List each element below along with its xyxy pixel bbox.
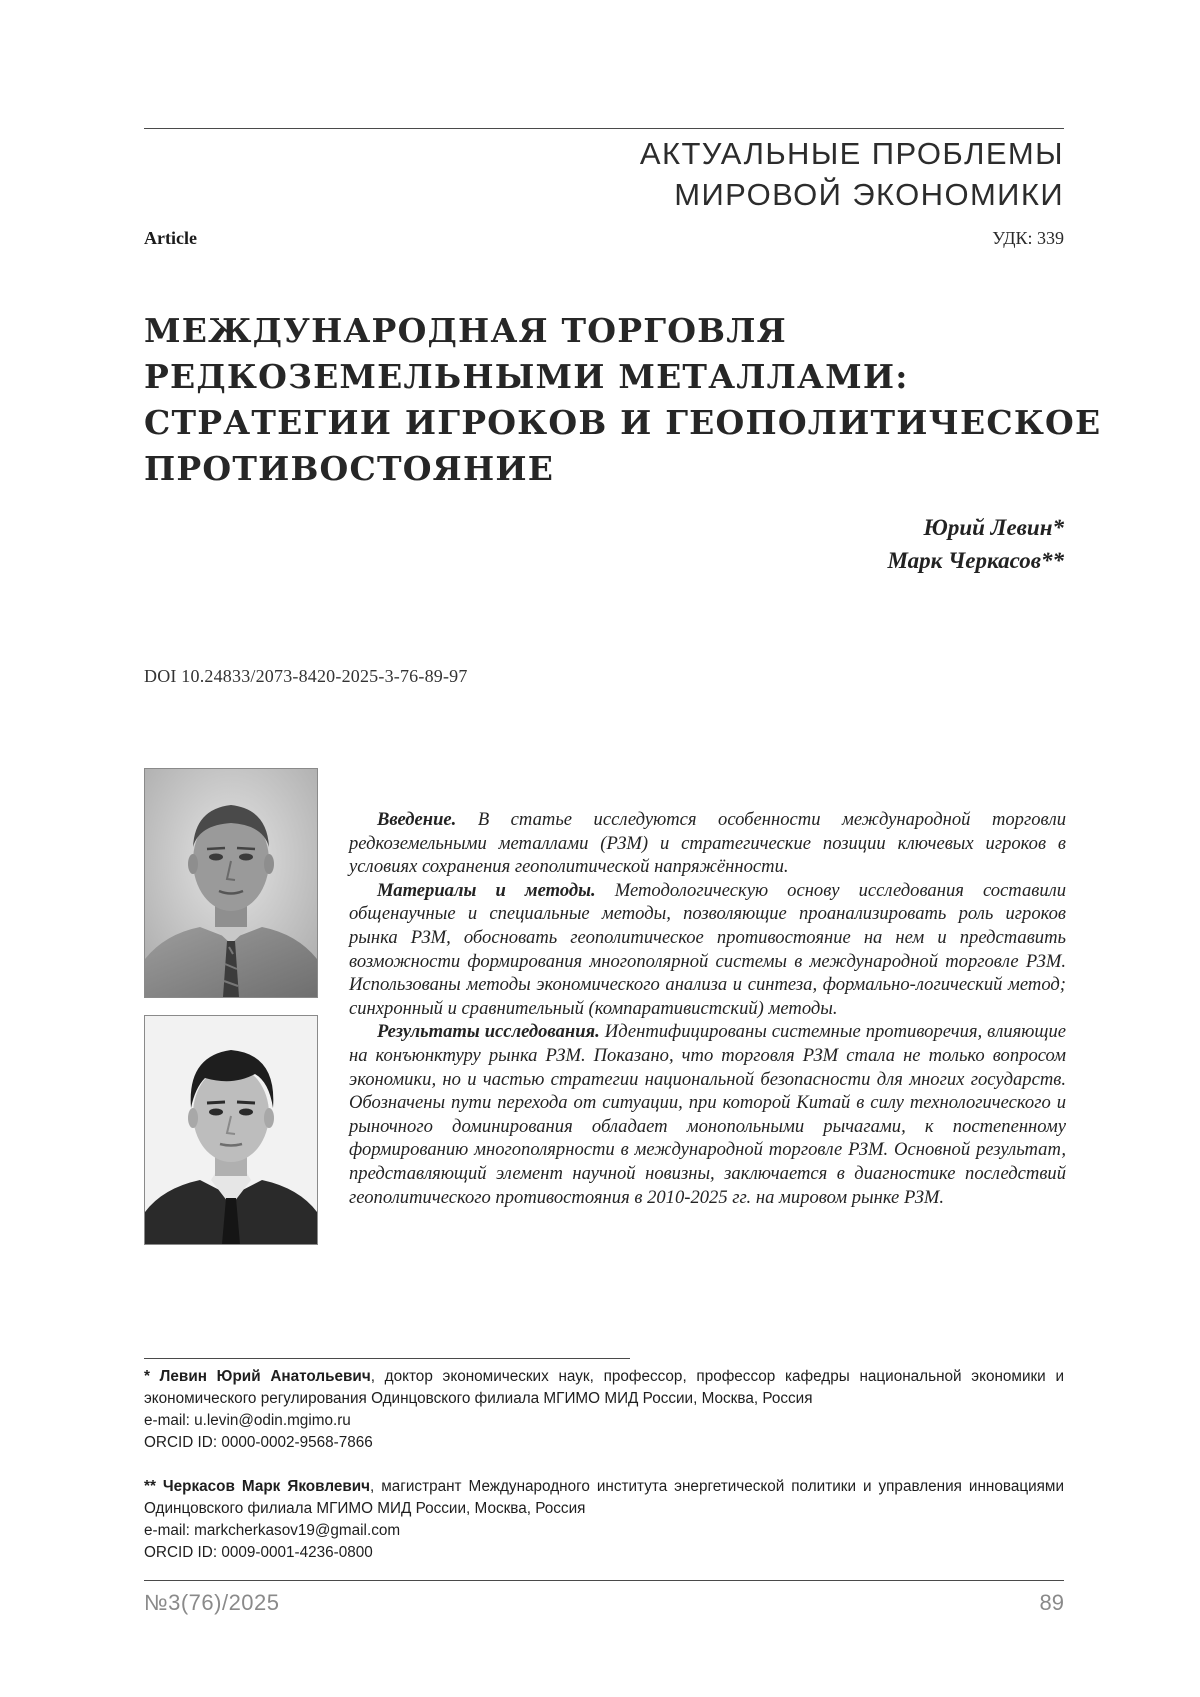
footnote-rule — [144, 1358, 630, 1359]
title-line4: ПРОТИВОСТОЯНИЕ — [144, 449, 555, 488]
author-list — [888, 511, 1064, 577]
udk-code: УДК: 339 — [992, 228, 1064, 248]
journal-title — [640, 133, 1064, 215]
title-line1: МЕЖДУНАРОДНАЯ ТОРГОВЛЯ — [144, 311, 787, 350]
article-type-label: Article — [144, 228, 197, 248]
footnote-2-affiliation — [144, 1476, 1064, 1520]
footnote-2-orcid: ORCID ID: 0009-0001-4236-0800 — [144, 1544, 373, 1561]
author-photo-levin — [144, 768, 318, 998]
footnote-1-email[interactable]: e-mail: u.levin@odin.mgimo.ru — [144, 1412, 351, 1429]
page-number: 89 — [1039, 1590, 1064, 1615]
doi: DOI 10.24833/2073-8420-2025-3-76-89-97 — [144, 666, 468, 686]
abstract-methods-text: Методологическую основу исследования составили общенаучные и специальные методы, позволяющие проанализировать роль игроков рынка РЗМ, обосновать геополитическое противостояние на нем и представить возможности формирования многополярной системы в международной торговле РЗМ. Использованы методы экономического анализа и синтеза, формально-логический метод; синхронный и сравнительный (компаративистский) методы. — [349, 879, 1067, 1019]
title-line3: СТРАТЕГИИ ИГРОКОВ И ГЕОПОЛИТИЧЕСКОЕ — [144, 403, 1102, 442]
author-2: Марк Черкасов** — [887, 548, 1064, 573]
header-rule — [144, 128, 1064, 129]
journal-title-line1: АКТУАЛЬНЫЕ ПРОБЛЕМЫ — [639, 136, 1064, 171]
abstract-intro-label: Введение. — [377, 809, 457, 830]
footnote-1-affiliation — [144, 1366, 1064, 1410]
abstract-methods-label: Материалы и методы. — [377, 879, 596, 901]
abstract-intro — [349, 808, 1066, 879]
abstract-results-label: Результаты исследования. — [377, 1021, 600, 1043]
abstract-methods — [349, 879, 1066, 1021]
footnote-1-text: , доктор экономических наук, профессор, профессор кафедры национальной экономики и экономического регулирования Одинцовского филиала МГИМО МИД России, Москва, Россия — [144, 1368, 1064, 1407]
article-title — [144, 308, 1102, 492]
abstract-results — [349, 1020, 1066, 1209]
author-1: Юрий Левин* — [923, 515, 1064, 540]
footer-rule — [144, 1580, 1064, 1581]
journal-title-line2: МИРОВОЙ ЭКОНОМИКИ — [674, 177, 1064, 212]
footnote-1-orcid: ORCID ID: 0000-0002-9568-7866 — [144, 1434, 373, 1451]
footnote-2-text: , магистрант Международного института энергетической политики и управления инновациями Одинцовского филиала МГИМО МИД России, Москва, Россия — [144, 1478, 1064, 1517]
abstract-results-text: Идентифицированы системные противоречия, влияющие на конъюнктуру рынка РЗМ. Показано, что торговля РЗМ стала не только вопросом экономики, но и частью стратегии национальной безопасности для многих государств. Обозначены пути перехода от ситуации, при которой Китай в силу технологического и рыночного доминирования обладает монопольными рычагами, к постепенному формированию многополярности в международной торговле РЗМ. Основной результат, представляющий элемент научной новизны, заключается в диагностике последствий геополитического противостояния в 2010-2025 гг. на мировом рынке РЗМ. — [349, 1021, 1066, 1208]
abstract — [349, 808, 1066, 1209]
footnote-2-name: ** Черкасов Марк Яковлевич — [144, 1478, 371, 1495]
footnotes — [144, 1366, 1064, 1564]
footnote-1-name: * Левин Юрий Анатольевич — [144, 1368, 371, 1385]
author-photo-cherkasov — [144, 1015, 318, 1245]
footnote-2-email[interactable]: e-mail: markcherkasov19@gmail.com — [144, 1522, 401, 1539]
abstract-intro-text: В статье исследуются особенности международной торговли редкоземельными металлами (РЗМ) и стратегические позиции ключевых игроков в условиях сохранения геополитической напряжённости. — [349, 809, 1066, 878]
title-line2: РЕДКОЗЕМЕЛЬНЫМИ МЕТАЛЛАМИ: — [144, 357, 909, 396]
issue-number: №3(76)/2025 — [144, 1590, 280, 1615]
